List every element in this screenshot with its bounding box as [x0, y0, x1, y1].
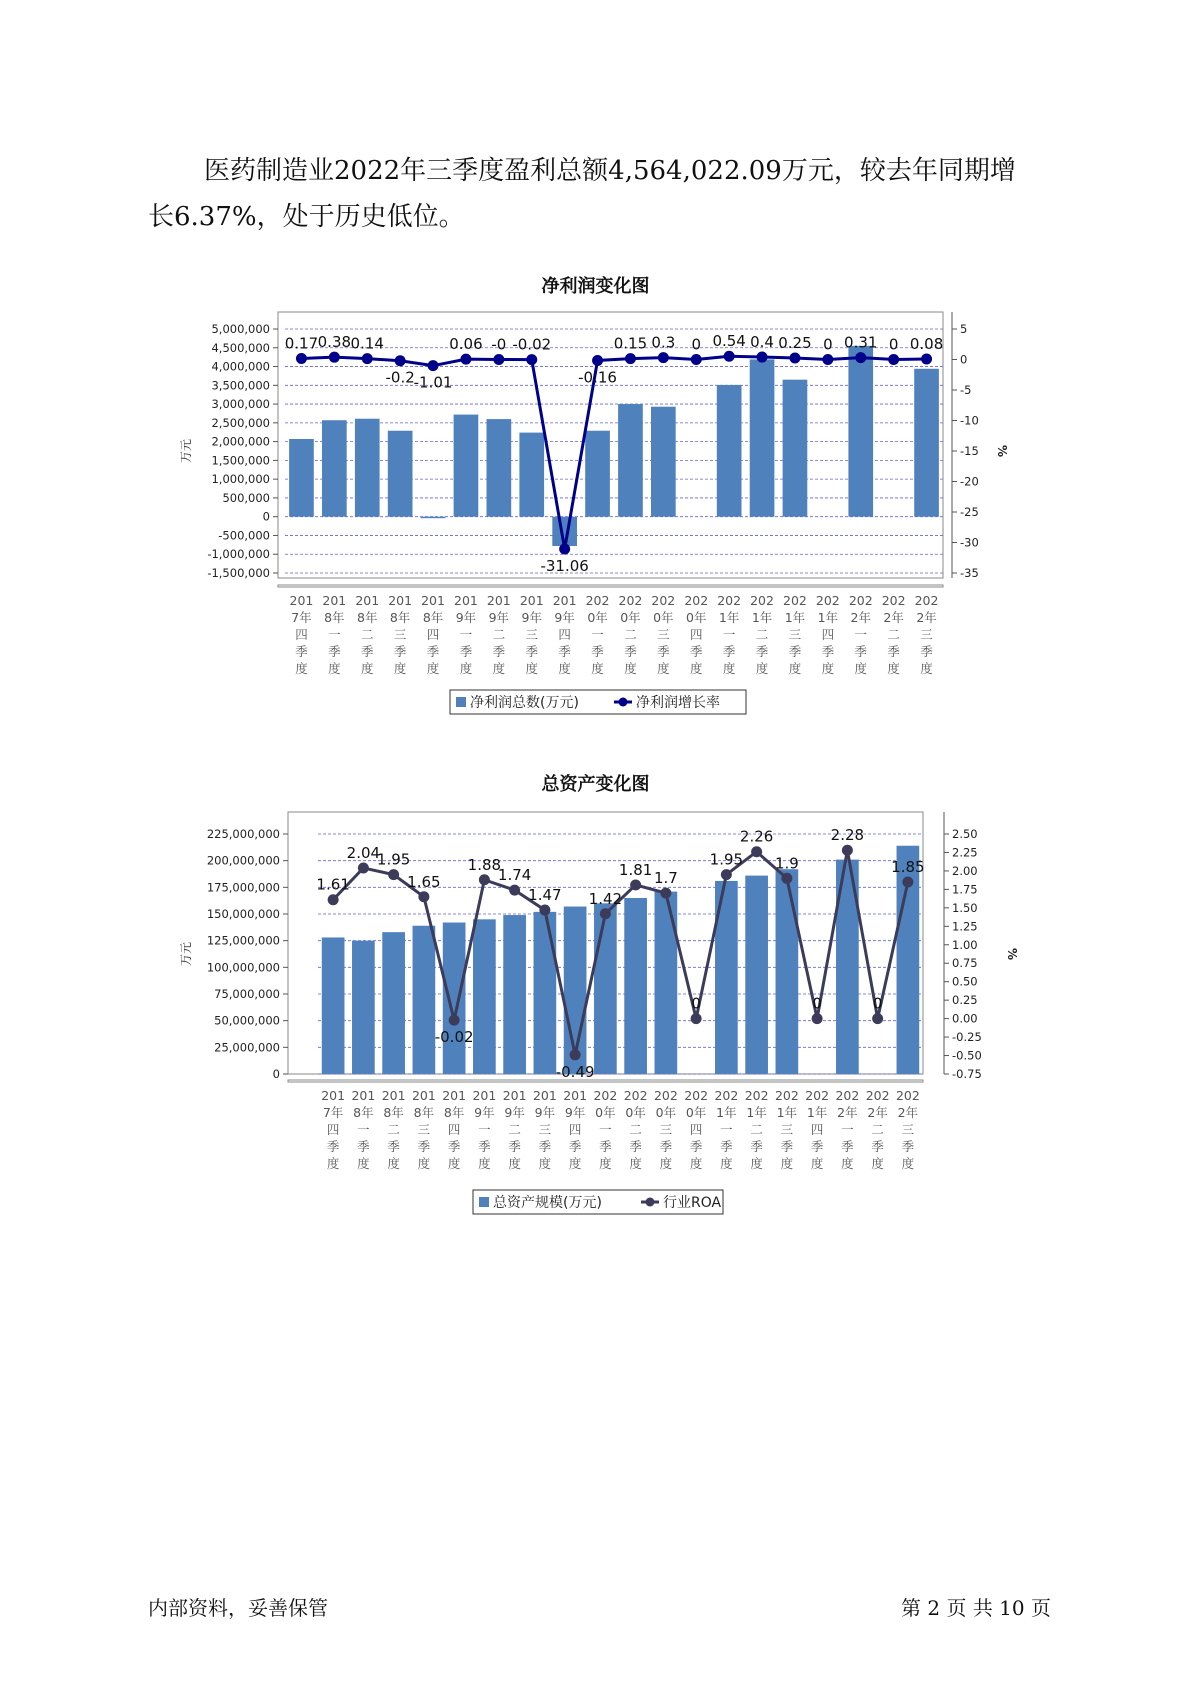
chart2-x-tick-label: 202 0年三季度 — [653, 1088, 678, 1171]
footer-page-number: 第 2 页 共 10 页 — [901, 1596, 1051, 1620]
chart1-line-point — [724, 351, 735, 362]
chart2-data-label: 1.47 — [528, 886, 562, 905]
chart2-bar — [443, 923, 466, 1074]
chart2-y2-tick-label: 0.00 — [952, 1011, 978, 1026]
chart2-x-tick-label: 201 8年二季度 — [381, 1088, 406, 1171]
chart2-x-tick-label: 201 9年四季度 — [563, 1088, 588, 1171]
chart1-y2-tick-label: -30 — [960, 535, 979, 550]
chart1-title: 净利润变化图 — [541, 276, 650, 297]
chart1-line-point — [428, 360, 439, 371]
chart2-x-tick-label: 201 7年四季度 — [321, 1088, 346, 1171]
chart1-line-point — [625, 353, 636, 364]
chart1-y-tick-label: 1,000,000 — [211, 472, 270, 487]
chart2-line-point — [509, 885, 520, 896]
chart1-y-tick-label: 2,000,000 — [211, 434, 270, 449]
chart1-y-tick-label: -500,000 — [218, 528, 270, 543]
chart1-y-tick-label: 0 — [262, 509, 270, 524]
chart2-bar — [413, 926, 436, 1074]
chart1-x-tick-label: 201 8年四季度 — [421, 593, 445, 676]
chart1-y-tick-label: 3,500,000 — [211, 378, 270, 393]
chart2-line-point — [660, 888, 671, 899]
chart2-y-tick-label: 50,000,000 — [214, 1013, 280, 1028]
chart1-x-tick-label: 201 9年二季度 — [486, 593, 511, 676]
chart1-data-label: -1.01 — [413, 373, 453, 392]
chart2-data-label: 1.65 — [407, 872, 441, 891]
chart2-y2-tick-label: 1.75 — [952, 882, 978, 897]
chart1-data-label: 0.25 — [778, 333, 812, 352]
chart2-y-tick-label: 225,000,000 — [206, 827, 280, 841]
chart2-y2-tick-label: -0.75 — [952, 1067, 982, 1081]
chart1-x-tick-label: 202 0年三季度 — [651, 593, 676, 676]
chart2-line-point — [600, 908, 611, 919]
chart1-x-tick-label: 201 9年三季度 — [519, 593, 544, 676]
chart2-y2-tick-label: 2.50 — [952, 827, 978, 841]
chart1-line-point — [789, 352, 800, 363]
chart2-line-point — [570, 1049, 581, 1060]
chart2-x-tick-label: 202 0年二季度 — [623, 1088, 648, 1171]
chart1-y-tick-label: -1,000,000 — [207, 547, 270, 562]
chart1-y-tick-label: 4,500,000 — [211, 340, 270, 355]
chart1-line-point — [329, 352, 340, 363]
chart1-bar — [717, 385, 742, 517]
chart2-line-point — [630, 879, 641, 890]
chart1-line-point — [460, 354, 471, 365]
chart2-data-label: 1.85 — [891, 858, 925, 876]
chart2-x-tick-label: 202 2年二季度 — [865, 1088, 890, 1171]
chart2-y-tick-label: 125,000,000 — [206, 933, 280, 948]
chart2-line-point — [872, 1013, 883, 1024]
chart2-data-label: 1.88 — [467, 855, 502, 874]
chart1-x-tick-label: 202 2年二季度 — [881, 593, 906, 676]
chart2-x-tick-label: 201 8年三季度 — [411, 1088, 436, 1171]
chart1-bar — [454, 415, 479, 517]
chart2-line-point — [902, 877, 913, 888]
chart2-line-point — [358, 862, 369, 873]
chart2-y-tick-label: 75,000,000 — [214, 987, 280, 1001]
chart1-y-tick-label: 500,000 — [222, 490, 270, 505]
chart1-bar — [618, 404, 643, 517]
chart2-data-label: 1.61 — [316, 875, 350, 894]
chart1-line-point — [592, 355, 603, 366]
chart2-line-point — [539, 905, 550, 916]
chart2-y2-tick-label: 1.00 — [952, 937, 978, 952]
chart2-y2-tick-label: -0.25 — [952, 1030, 982, 1045]
chart1-data-label: 0.3 — [651, 333, 676, 352]
chart1-x-tick-label: 202 2年一季度 — [848, 593, 873, 676]
chart1-y-axis-title: 万元 — [179, 438, 193, 464]
chart2-x-tick-label: 202 2年三季度 — [895, 1088, 920, 1171]
chart2-line-point — [418, 891, 429, 902]
chart2-y2-tick-label: 0.25 — [952, 993, 978, 1008]
chart2-x-tick-label: 202 1年二季度 — [744, 1088, 769, 1171]
chart2-x-tick-label: 202 1年三季度 — [774, 1088, 799, 1171]
chart2-x-tick-label: 201 8年四季度 — [442, 1088, 467, 1171]
chart1-data-label: 0.38 — [317, 333, 352, 352]
chart1-line-point — [921, 354, 932, 365]
chart2-y-tick-label: 0 — [272, 1067, 280, 1081]
chart1-bar — [388, 431, 413, 517]
chart2-legend-bar-label: 总资产规模(万元) — [493, 1195, 602, 1211]
chart1-bar — [421, 517, 446, 519]
chart2-y-tick-label: 200,000,000 — [206, 853, 280, 868]
chart2-y-tick-label: 25,000,000 — [214, 1040, 280, 1055]
chart1-x-axis-line — [278, 585, 943, 587]
chart1-x-tick-label: 201 8年三季度 — [388, 593, 413, 676]
total-assets-chart — [0, 800, 1191, 1240]
chart1-data-label: 0.14 — [350, 334, 384, 353]
chart2-x-tick-label: 202 0年一季度 — [593, 1088, 618, 1171]
chart1-line-point — [691, 354, 702, 365]
chart2-bar — [776, 869, 799, 1074]
chart2-x-axis-line — [288, 1080, 923, 1082]
chart1-x-tick-label: 202 1年四季度 — [815, 593, 840, 676]
chart1-y-tick-label: -1,500,000 — [207, 566, 270, 580]
chart1-bar — [322, 420, 347, 516]
chart1-data-label: 0 — [691, 335, 702, 354]
chart2-line-point — [842, 845, 853, 856]
chart2-bar — [534, 912, 557, 1074]
chart1-x-tick-label: 202 0年一季度 — [585, 593, 610, 676]
chart1-line-point — [362, 353, 373, 364]
chart2-bar — [655, 892, 678, 1074]
chart2-legend-line-marker — [646, 1198, 655, 1207]
chart1-bar — [519, 433, 544, 517]
chart1-line-point — [395, 355, 406, 366]
chart1-bar — [914, 369, 939, 517]
chart2-y-tick-label: 175,000,000 — [206, 880, 280, 895]
chart1-x-tick-label: 201 8年一季度 — [322, 593, 347, 676]
chart1-y2-tick-label: 0 — [960, 352, 968, 367]
chart1-bar — [487, 419, 512, 517]
chart1-y2-tick-label: -25 — [960, 505, 979, 519]
chart2-y2-tick-label: 0.50 — [952, 974, 978, 989]
chart1-y-tick-label: 4,000,000 — [211, 359, 270, 374]
chart2-data-label: 1.95 — [376, 850, 411, 869]
chart1-data-label: -0.02 — [512, 335, 552, 354]
paragraph-line-2: 长6.37%，处于历史低位。 — [148, 202, 465, 232]
chart1-line-point — [888, 354, 899, 365]
chart1-x-tick-label: 201 9年一季度 — [454, 593, 478, 676]
chart2-line-point — [721, 869, 732, 880]
chart1-data-label: 0.4 — [750, 333, 774, 352]
chart2-y2-tick-label: 2.25 — [952, 845, 978, 860]
chart1-line-point — [493, 354, 504, 365]
chart1-x-tick-label: 201 7年四季度 — [289, 593, 314, 676]
chart2-data-label: -0.02 — [434, 1028, 474, 1047]
chart2-bar — [352, 941, 375, 1074]
chart1-x-tick-label: 202 0年四季度 — [684, 593, 709, 676]
chart1-legend-line-marker — [619, 698, 628, 707]
chart2-data-label: 1.9 — [774, 854, 799, 873]
chart1-x-tick-label: 202 1年一季度 — [717, 593, 742, 676]
chart2-y-tick-label: 150,000,000 — [206, 907, 280, 921]
chart2-data-label: 1.74 — [497, 866, 532, 885]
chart1-data-label: 0 — [888, 335, 899, 354]
chart2-y-tick-label: 100,000,000 — [206, 960, 280, 975]
chart2-bar — [624, 898, 647, 1074]
chart1-data-label: -31.06 — [540, 556, 589, 575]
chart1-y-tick-label: 1,500,000 — [211, 453, 270, 468]
chart2-legend-line-label: 行业ROA — [663, 1195, 722, 1211]
chart2-title: 总资产变化图 — [541, 774, 650, 795]
chart1-data-label: 0.17 — [284, 334, 319, 353]
chart1-legend-line-label: 净利润增长率 — [636, 695, 720, 711]
chart1-data-label: 0.08 — [909, 335, 944, 354]
chart2-line-point — [691, 1013, 702, 1024]
chart1-line-point — [757, 352, 768, 363]
chart2-data-label: 0 — [812, 994, 822, 1013]
chart2-x-tick-label: 202 1年一季度 — [714, 1088, 739, 1171]
chart1-data-label: -0.2 — [385, 368, 415, 387]
chart2-x-tick-label: 201 9年一季度 — [472, 1088, 497, 1171]
net-profit-chart — [0, 300, 1191, 760]
chart1-y2-axis-title: % — [995, 444, 1009, 458]
chart1-bar — [750, 359, 775, 516]
chart1-x-tick-label: 202 1年三季度 — [783, 593, 807, 676]
chart1-line-point — [559, 543, 570, 554]
chart1-bar — [289, 439, 314, 517]
chart1-data-label: -0.16 — [578, 368, 617, 387]
chart1-y-tick-label: 5,000,000 — [211, 322, 270, 336]
chart1-data-label: 0.54 — [712, 332, 746, 351]
chart2-x-tick-label: 201 9年二季度 — [502, 1088, 527, 1171]
chart2-bar — [382, 932, 405, 1074]
chart1-line-point — [526, 354, 537, 365]
chart2-data-label: 1.81 — [618, 860, 653, 879]
chart2-bar — [503, 915, 526, 1074]
chart2-line-point — [781, 873, 792, 884]
chart1-y-tick-label: 3,000,000 — [211, 397, 270, 412]
chart2-x-tick-label: 202 2年一季度 — [835, 1088, 860, 1171]
chart1-data-label: 0 — [823, 335, 833, 354]
chart2-y2-tick-label: 1.25 — [952, 919, 978, 934]
chart2-bar — [322, 937, 345, 1074]
chart1-y2-tick-label: -35 — [960, 566, 979, 580]
chart2-x-tick-label: 202 1年四季度 — [805, 1088, 830, 1171]
chart2-bar — [745, 876, 768, 1074]
chart1-x-tick-label: 202 2年三季度 — [914, 593, 939, 676]
chart2-line-point — [449, 1015, 460, 1026]
chart2-data-label: 2.04 — [346, 843, 381, 862]
chart1-y-tick-label: 2,500,000 — [211, 415, 270, 430]
intro-paragraph — [148, 148, 1048, 240]
chart1-y2-tick-label: 5 — [960, 322, 968, 336]
chart1-data-label: -0 — [491, 335, 507, 354]
chart1-bar — [585, 431, 610, 517]
chart1-y2-tick-label: -15 — [960, 444, 979, 458]
chart2-data-label: 1.7 — [653, 869, 678, 888]
chart2-line-point — [751, 846, 762, 857]
chart2-data-label: 0 — [691, 994, 701, 1013]
chart2-y-axis-title: 万元 — [179, 941, 193, 967]
chart2-line-point — [812, 1013, 823, 1024]
chart2-data-label: 1.42 — [588, 889, 623, 908]
chart1-data-label: 0.31 — [844, 333, 878, 352]
chart2-data-label: 0 — [872, 994, 883, 1013]
chart2-data-label: 2.28 — [830, 826, 865, 845]
chart2-line-point — [479, 874, 490, 885]
chart1-x-tick-label: 202 1年二季度 — [750, 593, 774, 676]
chart1-bar — [783, 380, 808, 517]
chart1-legend-bar-label: 净利润总数(万元) — [470, 695, 579, 711]
chart1-data-label: 0.06 — [449, 335, 483, 354]
chart2-line-point — [328, 894, 339, 905]
chart1-x-tick-label: 201 8年二季度 — [355, 593, 380, 676]
chart2-y2-axis-title: % — [1005, 947, 1019, 961]
chart1-bar — [355, 419, 380, 517]
chart1-bar — [651, 407, 676, 517]
chart1-line-point — [658, 352, 669, 363]
chart2-data-label: -0.49 — [555, 1062, 595, 1081]
chart2-y2-tick-label: 0.75 — [952, 956, 978, 971]
chart2-x-tick-label: 202 0年四季度 — [684, 1088, 709, 1171]
paragraph-line-1: 医药制造业2022年三季度盈利总额4,564,022.09万元，较去年同期增 — [204, 156, 1016, 186]
chart2-y2-tick-label: 2.00 — [952, 863, 978, 878]
chart1-y2-tick-label: -5 — [960, 383, 972, 397]
chart1-bar — [848, 346, 873, 517]
chart2-bar — [473, 919, 496, 1074]
chart1-line-point — [822, 354, 833, 365]
chart1-y2-tick-label: -20 — [960, 474, 979, 489]
chart2-bar — [594, 903, 617, 1074]
footer-confidential: 内部资料，妥善保管 — [148, 1596, 328, 1620]
chart1-x-tick-label: 202 0年二季度 — [618, 593, 643, 676]
chart1-legend-bar-swatch — [456, 697, 466, 707]
chart2-data-label: 1.95 — [709, 850, 744, 869]
chart1-data-label: 0.15 — [613, 334, 648, 353]
chart2-y2-tick-label: -0.50 — [952, 1048, 982, 1063]
chart1-x-tick-label: 201 9年四季度 — [552, 593, 577, 676]
chart2-line-point — [388, 869, 399, 880]
chart2-data-label: 2.26 — [739, 827, 774, 846]
chart2-x-tick-label: 201 9年三季度 — [532, 1088, 557, 1171]
chart2-x-tick-label: 201 8年一季度 — [351, 1088, 376, 1171]
chart1-y2-tick-label: -10 — [960, 413, 979, 428]
chart1-line-point — [296, 353, 307, 364]
chart1-line-point — [855, 352, 866, 363]
chart2-y2-tick-label: 1.50 — [952, 900, 978, 915]
chart2-legend-bar-swatch — [479, 1197, 489, 1207]
